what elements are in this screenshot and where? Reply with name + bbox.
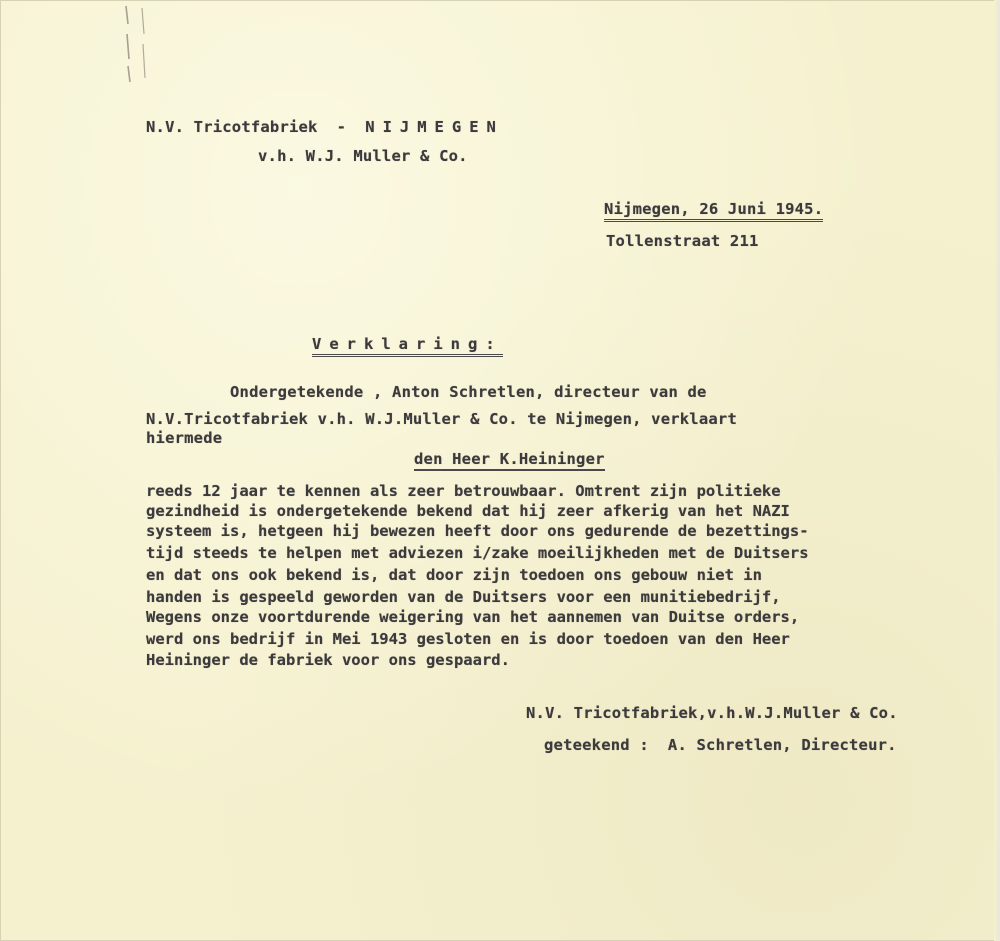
intro-line-2: N.V.Tricotfabriek v.h. W.J.Muller & Co. te Nijmegen, verklaart xyxy=(146,410,737,428)
intro-line-3: hiermede xyxy=(146,429,223,447)
subject-wrap xyxy=(414,450,605,468)
company-name: N.V. Tricotfabriek - xyxy=(146,118,366,136)
page-edge xyxy=(994,0,1000,941)
body-line: systeem is, hetgeen hij bewezen heeft door ons gedurende de bezettings- xyxy=(146,522,809,540)
body-line: reeds 12 jaar te kennen als zeer betrouwbaar. Omtrent zijn politieke xyxy=(146,482,781,500)
document-title-wrap xyxy=(312,335,503,353)
body-line: Heininger de fabriek voor ons gespaard. xyxy=(146,651,510,669)
signature-signed: geteekend : A. Schretlen, Directeur. xyxy=(544,736,897,754)
body-line: en dat ons ook bekend is, dat door zijn toedoen ons gebouw niet in xyxy=(146,566,762,584)
document-title: Verklaring: xyxy=(312,335,503,357)
dateline xyxy=(604,200,823,218)
body-line: gezindheid is ondergetekende bekend dat hij zeer afkerig van het NAZI xyxy=(146,502,790,520)
letterhead-line xyxy=(146,118,504,136)
body-line: handen is gespeeld geworden van de Duitsers voor een munitiebedrijf, xyxy=(146,588,781,606)
intro-line-1: Ondergetekende , Anton Schretlen, directeur van de xyxy=(230,383,707,401)
signature-company: N.V. Tricotfabriek,v.h.W.J.Muller & Co. xyxy=(526,704,898,722)
former-company-name: v.h. W.J. Muller & Co. xyxy=(258,147,468,165)
city-name: NIJMEGEN xyxy=(365,118,504,136)
street-address: Tollenstraat 211 xyxy=(606,232,759,250)
place-date: Nijmegen, 26 Juni 1945. xyxy=(604,200,823,222)
body-line: Wegens onze voortdurende weigering van het aannemen van Duitse orders, xyxy=(146,608,800,626)
body-line: werd ons bedrijf in Mei 1943 gesloten en is door toedoen van den Heer xyxy=(146,630,790,648)
staple-hole-mark xyxy=(122,4,150,84)
subject-name: den Heer K.Heininger xyxy=(414,450,605,471)
body-line: tijd steeds te helpen met adviezen i/zake moeilijkheden met de Duitsers xyxy=(146,544,809,562)
